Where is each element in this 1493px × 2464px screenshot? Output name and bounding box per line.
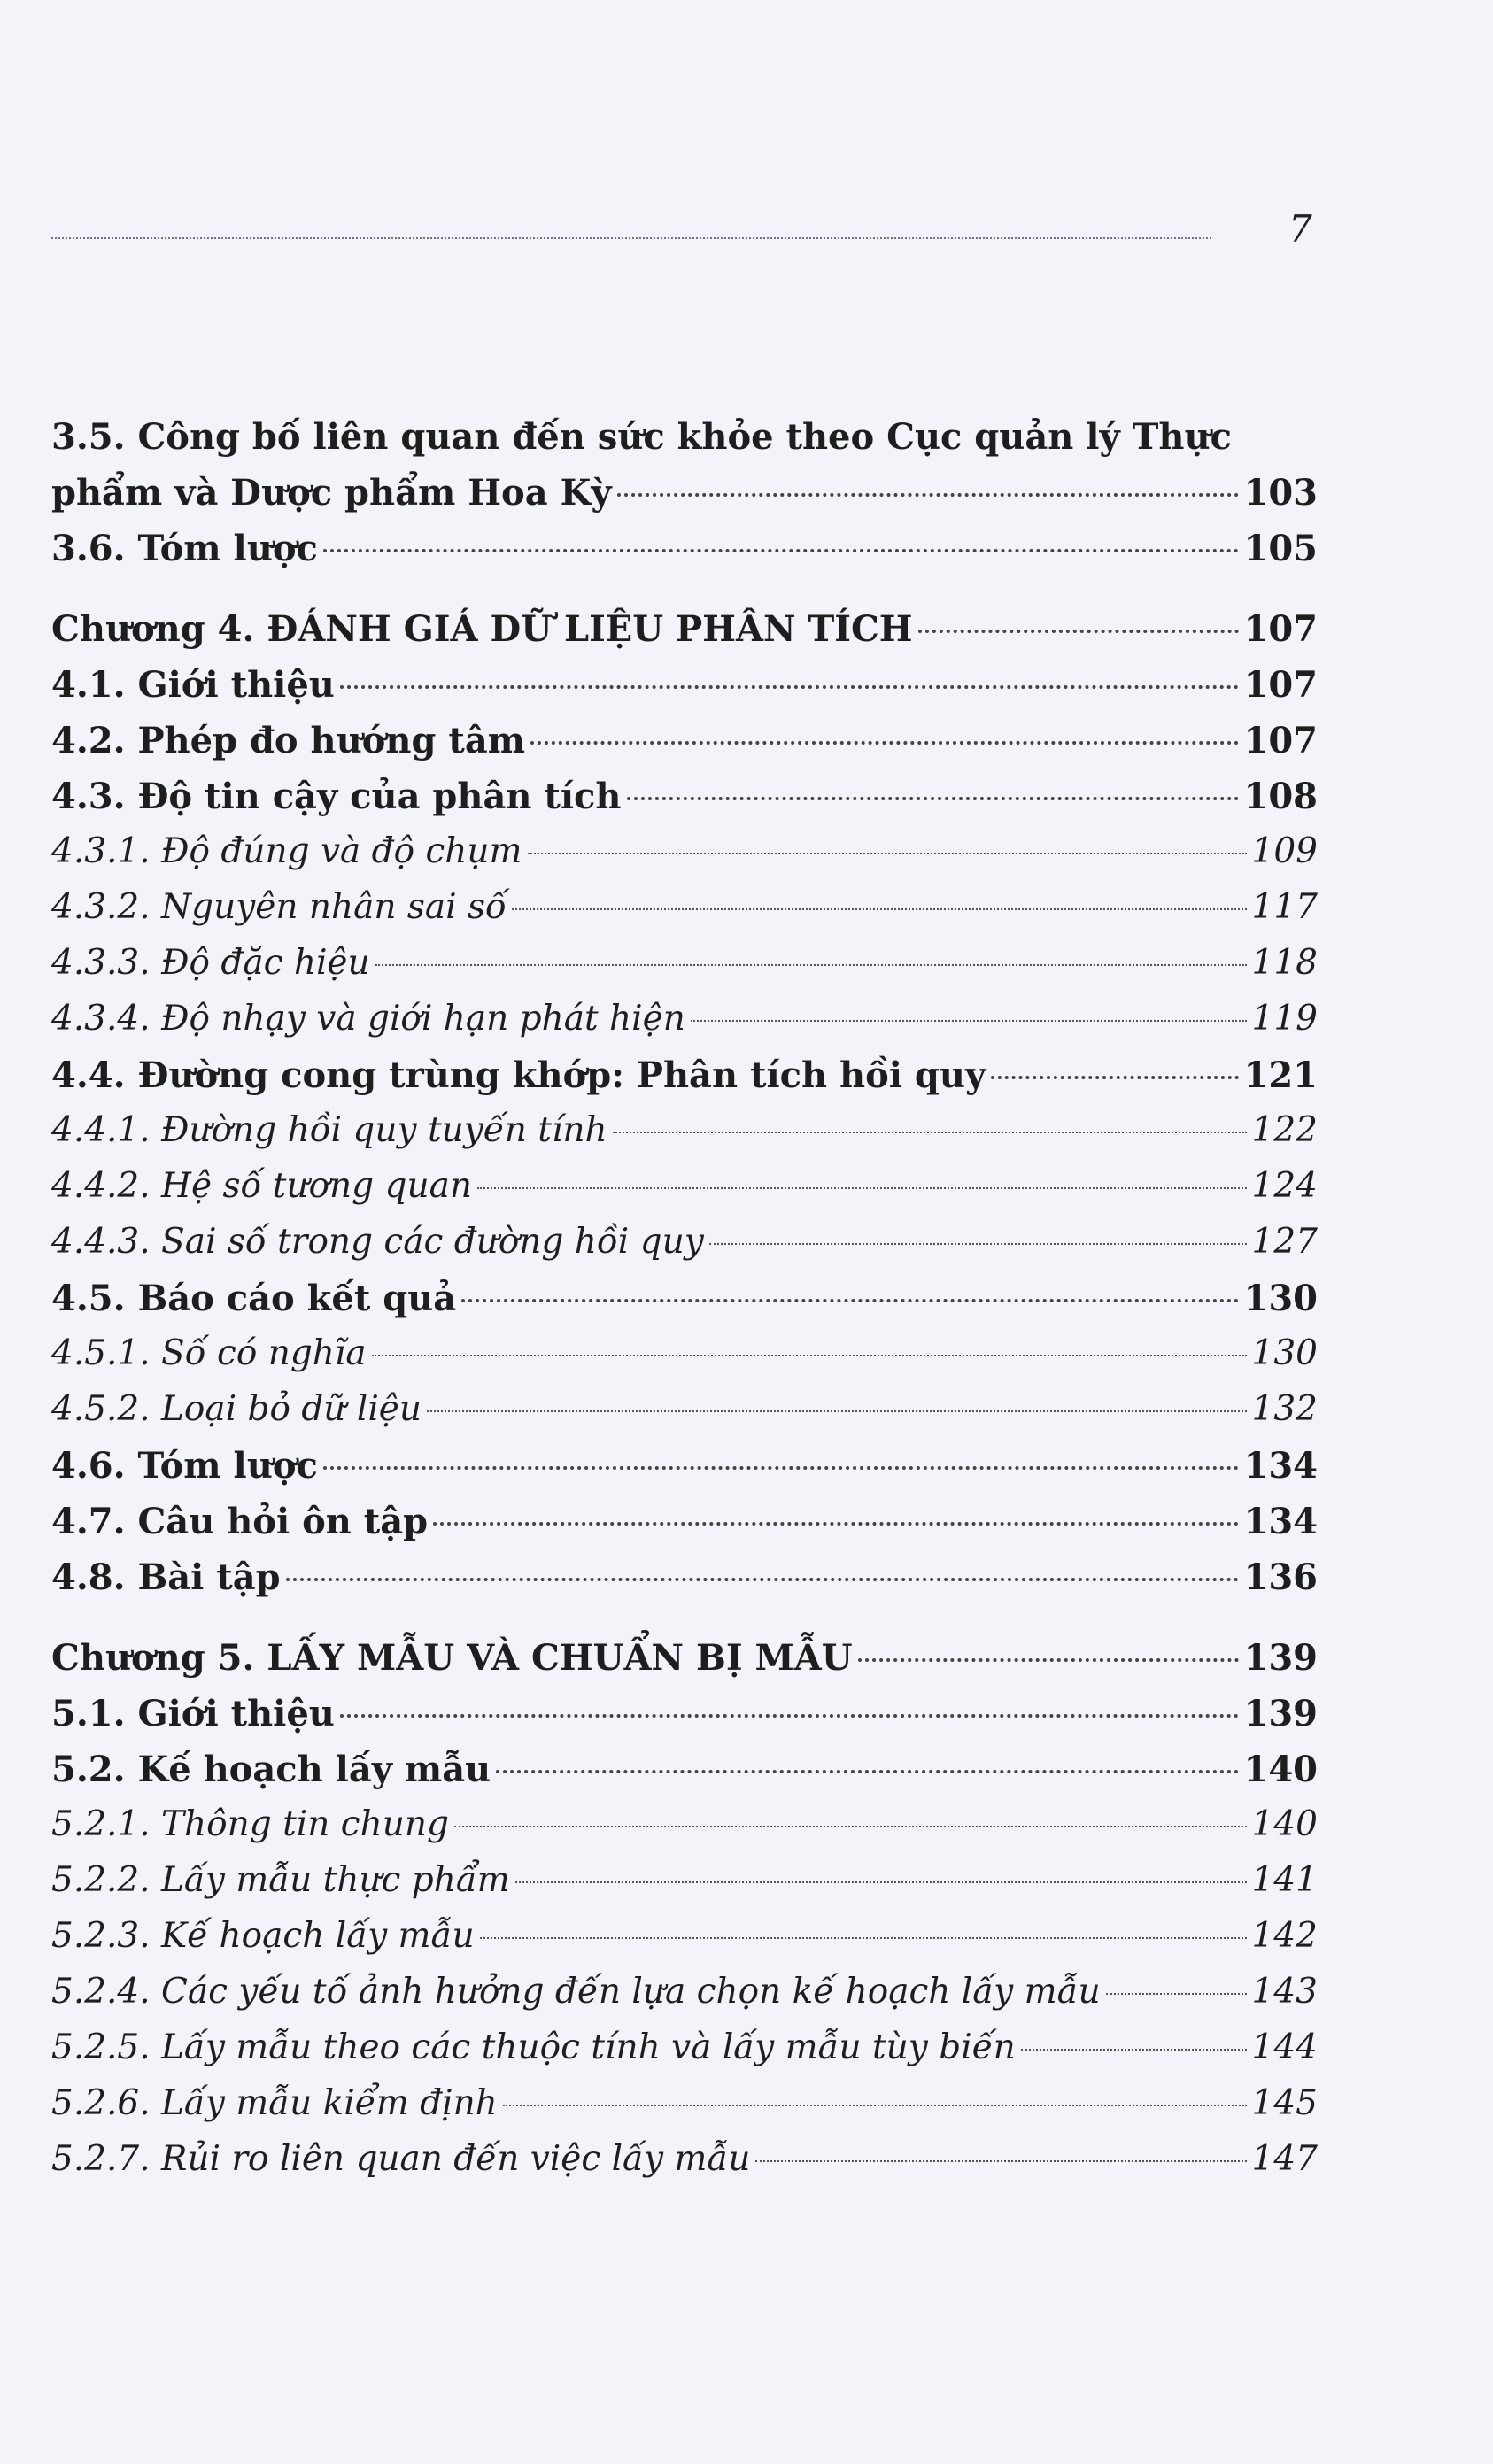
dot-leader <box>515 1881 1247 1883</box>
toc-entry <box>51 1278 1318 1333</box>
dot-leader <box>709 1243 1247 1245</box>
toc-entry <box>51 1501 1318 1556</box>
toc-entry <box>51 999 1318 1054</box>
toc-entry-title: 4.4.2. Hệ số tương quan <box>51 1166 472 1206</box>
dot-leader <box>286 1578 1239 1581</box>
toc-entry <box>51 2028 1318 2083</box>
toc-entry <box>51 1804 1318 1860</box>
toc-entry <box>51 2083 1318 2139</box>
toc-entry <box>51 1693 1318 1749</box>
toc-entry-title: 4.4. Đường cong trùng khớp: Phân tích hồi quy <box>51 1054 986 1096</box>
toc-entry-title: 4.3.1. Độ đúng và độ chụm <box>51 831 522 871</box>
dot-leader <box>528 853 1247 854</box>
dot-leader <box>1106 1993 1247 1995</box>
toc-entry-title: Chương 4. ĐÁNH GIÁ DỮ LIỆU PHÂN TÍCH <box>51 608 913 650</box>
toc-entry <box>51 1166 1318 1222</box>
toc-page-number: 107 <box>1243 664 1318 706</box>
dot-leader <box>375 964 1247 966</box>
toc-page-number: 118 <box>1251 943 1318 983</box>
toc-entry-title: 4.8. Bài tập <box>51 1556 281 1598</box>
table-of-contents <box>51 416 1318 2195</box>
toc-entry-title: phẩm và Dược phẩm Hoa Kỳ <box>51 472 612 514</box>
dot-leader <box>427 1410 1247 1412</box>
toc-page-number: 107 <box>1243 720 1318 761</box>
toc-page-number: 122 <box>1251 1110 1318 1150</box>
toc-page-number: 136 <box>1243 1556 1318 1598</box>
toc-entry-title: 4.5. Báo cáo kết quả <box>51 1278 457 1319</box>
toc-entry <box>51 831 1318 887</box>
toc-entry-title: 4.6. Tóm lược <box>51 1445 318 1487</box>
dot-leader <box>372 1355 1247 1356</box>
dot-leader <box>323 549 1239 552</box>
dot-leader <box>755 2160 1246 2162</box>
dot-leader <box>503 2105 1247 2106</box>
dot-leader <box>613 1132 1247 1133</box>
dot-leader <box>461 1299 1238 1302</box>
toc-entry-title: 4.3.3. Độ đặc hiệu <box>51 943 370 983</box>
toc-entry-title: 5.2.7. Rủi ro liên quan đến việc lấy mẫu <box>51 2139 751 2179</box>
toc-entry-title: 5.1. Giới thiệu <box>51 1693 335 1734</box>
toc-page-number: 121 <box>1243 1054 1318 1096</box>
toc-entry <box>51 1916 1318 1972</box>
toc-page-number: 105 <box>1243 528 1318 569</box>
toc-page-number: 144 <box>1251 2028 1318 2067</box>
dot-leader <box>477 1187 1247 1189</box>
toc-entry-title: 5.2.6. Lấy mẫu kiểm định <box>51 2083 498 2123</box>
toc-page-number: 124 <box>1251 1166 1318 1206</box>
toc-entry-title: 5.2. Kế hoạch lấy mẫu <box>51 1749 491 1790</box>
dot-leader <box>512 908 1247 910</box>
toc-entry-title: 4.5.1. Số có nghĩa <box>51 1333 367 1373</box>
toc-entry <box>51 608 1318 664</box>
toc-page-number: 134 <box>1243 1445 1318 1487</box>
dot-leader <box>340 685 1239 689</box>
toc-entry-title: Chương 5. LẤY MẪU VÀ CHUẨN BỊ MẪU <box>51 1637 853 1679</box>
toc-entry <box>51 776 1318 831</box>
toc-page-number: 139 <box>1243 1637 1318 1679</box>
toc-entry <box>51 528 1318 583</box>
toc-entry <box>51 720 1318 776</box>
toc-page-number: 143 <box>1251 1972 1318 2012</box>
toc-page-number: 142 <box>1251 1916 1318 1956</box>
toc-entry <box>51 2139 1318 2195</box>
toc-entry-title: 5.2.2. Lấy mẫu thực phẩm <box>51 1860 510 1900</box>
toc-page-number: 145 <box>1251 2083 1318 2123</box>
dot-leader <box>340 1714 1239 1718</box>
dot-leader <box>691 1020 1247 1022</box>
toc-page-number: 139 <box>1243 1693 1318 1734</box>
toc-entry-title: 5.2.4. Các yếu tố ảnh hưởng đến lựa chọn kế hoạch lấy mẫu <box>51 1972 1101 2012</box>
toc-entry-title: 3.6. Tóm lược <box>51 528 318 569</box>
toc-entry <box>51 1222 1318 1278</box>
toc-entry-title: 4.1. Giới thiệu <box>51 664 335 706</box>
toc-entry <box>51 1333 1318 1389</box>
toc-entry <box>51 1637 1318 1693</box>
toc-entry-title: 4.7. Câu hỏi ôn tập <box>51 1501 429 1542</box>
toc-entry <box>51 472 1318 528</box>
toc-entry <box>51 887 1318 943</box>
toc-entry <box>51 943 1318 999</box>
toc-entry-title: 4.3.2. Nguyên nhân sai số <box>51 887 507 927</box>
dot-leader <box>627 797 1239 800</box>
toc-entry-title: 5.2.5. Lấy mẫu theo các thuộc tính và lấy mẫu tùy biến <box>51 2028 1016 2067</box>
toc-page-number: 130 <box>1243 1278 1318 1319</box>
dot-leader <box>858 1658 1239 1662</box>
dot-leader <box>617 493 1239 497</box>
dot-leader <box>1021 2049 1247 2051</box>
dot-leader <box>918 630 1239 633</box>
dot-leader <box>530 741 1238 745</box>
toc-page-number: 109 <box>1251 831 1318 871</box>
toc-entry-title: 3.5. Công bố liên quan đến sức khỏe theo Cục quản lý Thực <box>51 416 1232 458</box>
toc-entry <box>51 1054 1318 1110</box>
toc-entry <box>51 1749 1318 1804</box>
toc-entry-title: 4.3. Độ tin cậy của phân tích <box>51 776 622 817</box>
toc-entry-title: 5.2.3. Kế hoạch lấy mẫu <box>51 1916 475 1956</box>
toc-page-number: 140 <box>1243 1749 1318 1790</box>
toc-page-number: 119 <box>1251 999 1318 1039</box>
page-number: 7 <box>1288 207 1312 251</box>
toc-page-number: 103 <box>1243 472 1318 514</box>
toc-page-number: 108 <box>1243 776 1318 817</box>
toc-entry-title: 4.4.3. Sai số trong các đường hồi quy <box>51 1222 704 1262</box>
dot-leader <box>454 1826 1247 1827</box>
toc-entry <box>51 1445 1318 1501</box>
header-rule <box>51 237 1211 239</box>
toc-page-number: 107 <box>1243 608 1318 650</box>
toc-page-number: 140 <box>1251 1804 1318 1844</box>
toc-page-number: 117 <box>1251 887 1318 927</box>
dot-leader <box>496 1770 1238 1773</box>
dot-leader <box>480 1937 1247 1939</box>
toc-entry <box>51 1110 1318 1166</box>
toc-entry-title: 4.3.4. Độ nhạy và giới hạn phát hiện <box>51 999 685 1039</box>
toc-page-number: 127 <box>1251 1222 1318 1262</box>
toc-page-number: 147 <box>1251 2139 1318 2179</box>
toc-entry <box>51 1389 1318 1445</box>
toc-entry-title: 4.5.2. Loại bỏ dữ liệu <box>51 1389 422 1429</box>
toc-entry <box>51 1860 1318 1916</box>
toc-page-number: 132 <box>1251 1389 1318 1429</box>
toc-page-number: 134 <box>1243 1501 1318 1542</box>
toc-page-number: 141 <box>1251 1860 1318 1900</box>
toc-entry <box>51 664 1318 720</box>
dot-leader <box>433 1522 1238 1526</box>
dot-leader <box>991 1076 1238 1079</box>
dot-leader <box>323 1466 1239 1470</box>
toc-entry-title: 5.2.1. Thông tin chung <box>51 1804 449 1844</box>
toc-entry-title: 4.2. Phép đo hướng tâm <box>51 720 526 761</box>
toc-entry <box>51 1556 1318 1612</box>
toc-entry-title: 4.4.1. Đường hồi quy tuyến tính <box>51 1110 607 1150</box>
toc-page-number: 130 <box>1251 1333 1318 1373</box>
toc-entry <box>51 1972 1318 2028</box>
